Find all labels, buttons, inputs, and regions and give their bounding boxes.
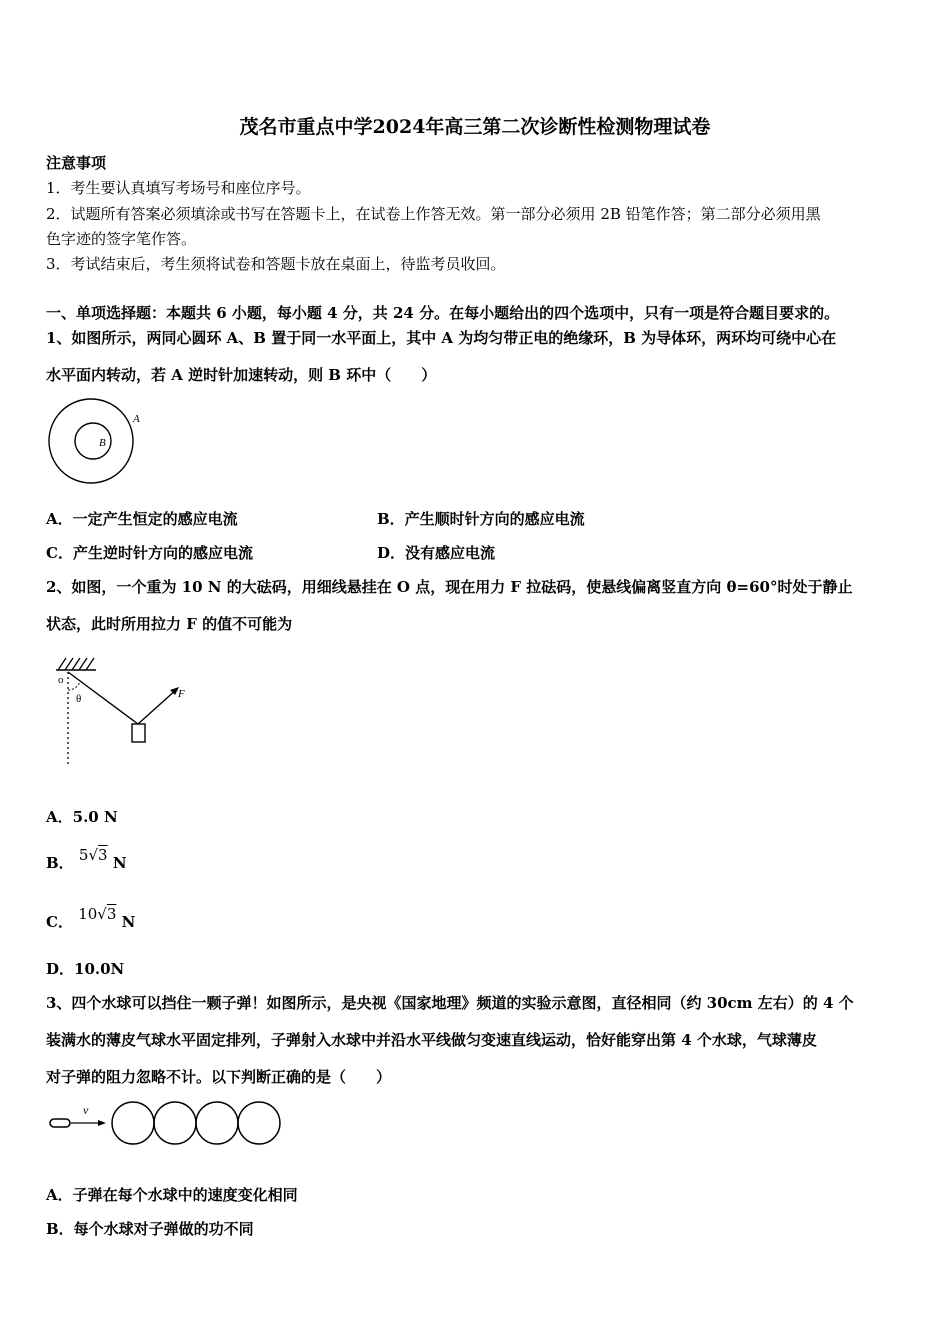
ring-b-label: B — [99, 437, 106, 449]
q1-option-a: A．一定产生恒定的感应电流 — [46, 510, 238, 528]
q2-stem-line-2: 状态，此时所用拉力 F 的值不可能为 — [46, 615, 293, 633]
water-ball-2 — [154, 1102, 196, 1144]
option-c-prefix: C． — [46, 913, 73, 931]
theta-label: θ — [76, 693, 82, 705]
option-b-prefix: B． — [46, 854, 74, 872]
section-1-heading: 一、单项选择题：本题共 6 小题，每小题 4 分，共 24 分。在每小题给出的四个选项中，只有一项是符合题目要求的。 — [46, 304, 840, 322]
q3-option-a: A．子弹在每个水球中的速度变化相同 — [46, 1186, 298, 1204]
q2-stem-line-1: 2、如图，一个重为 10 N 的大砝码，用细线悬挂在 O 点，现在用力 F 拉砝码，使悬线偏离竖直方向 θ=60°时处于静止 — [46, 578, 853, 596]
q2-option-b — [46, 846, 127, 873]
q2-pendulum-figure — [46, 652, 196, 767]
notice-heading: 注意事项 — [46, 154, 107, 172]
ring-a-label: A — [133, 413, 140, 425]
q3-stem-line-3: 对子弹的阻力忽略不计。以下判断正确的是（ ） — [46, 1068, 392, 1086]
notice-item-1: 1．考生要认真填写考场号和座位序号。 — [46, 179, 311, 197]
q3-water-balls-figure — [46, 1098, 286, 1148]
page-title: 茂名市重点中学2024年高三第二次诊断性检测物理试卷 — [239, 116, 711, 138]
q2-option-c — [46, 905, 136, 932]
option-c-unit: N — [121, 913, 136, 931]
q1-stem-line-1: 1、如图所示，两同心圆环 A、B 置于同一水平面上，其中 A 为均匀带正电的绝缘环，B 为导体环，两环均可绕中心在 — [46, 329, 837, 347]
force-f-arrow — [138, 689, 177, 724]
option-b-radical: 5√3 — [78, 846, 108, 864]
water-ball-1 — [112, 1102, 154, 1144]
force-f-label: F — [178, 688, 185, 700]
notice-item-3: 3．考试结束后，考生须将试卷和答题卡放在桌面上，待监考员收回。 — [46, 255, 506, 273]
option-c-radical: 10√3 — [78, 905, 117, 923]
q1-stem-line-2: 水平面内转动，若 A 逆时针加速转动，则 B 环中（ ） — [46, 366, 437, 384]
q3-stem-line-1: 3、四个水球可以挡住一颗子弹！如图所示，是央视《国家地理》频道的实验示意图，直径相同（约 30cm 左右）的 4 个 — [46, 994, 854, 1012]
weight-block — [132, 724, 145, 742]
bullet — [50, 1119, 70, 1127]
q1-concentric-rings-figure — [46, 396, 146, 486]
q1-option-b: B．产生顺时针方向的感应电流 — [377, 510, 585, 528]
notice-item-2-line-1: 2．试题所有答案必须填涂或书写在答题卡上，在试卷上作答无效。第一部分必须用 2B 铅笔作答；第二部分必须用黑 — [46, 205, 821, 223]
point-o-label: o — [58, 674, 64, 686]
q1-option-d: D．没有感应电流 — [377, 544, 496, 562]
water-ball-3 — [196, 1102, 238, 1144]
water-ball-4 — [238, 1102, 280, 1144]
q3-stem-line-2: 装满水的薄皮气球水平固定排列，子弹射入水球中并沿水平线做匀变速直线运动，恰好能穿出第 4 个水球，气球薄皮 — [46, 1031, 817, 1049]
option-b-unit: N — [112, 854, 127, 872]
q1-option-c: C．产生逆时针方向的感应电流 — [46, 544, 253, 562]
q3-option-b: B．每个水球对子弹做的功不同 — [46, 1220, 254, 1238]
velocity-label: v — [83, 1103, 89, 1117]
q2-option-d: D．10.0N — [46, 960, 125, 978]
q2-option-a: A．5.0 N — [46, 808, 118, 826]
ring-a — [49, 399, 133, 483]
notice-item-2-line-2: 色字迹的签字笔作答。 — [46, 230, 197, 248]
